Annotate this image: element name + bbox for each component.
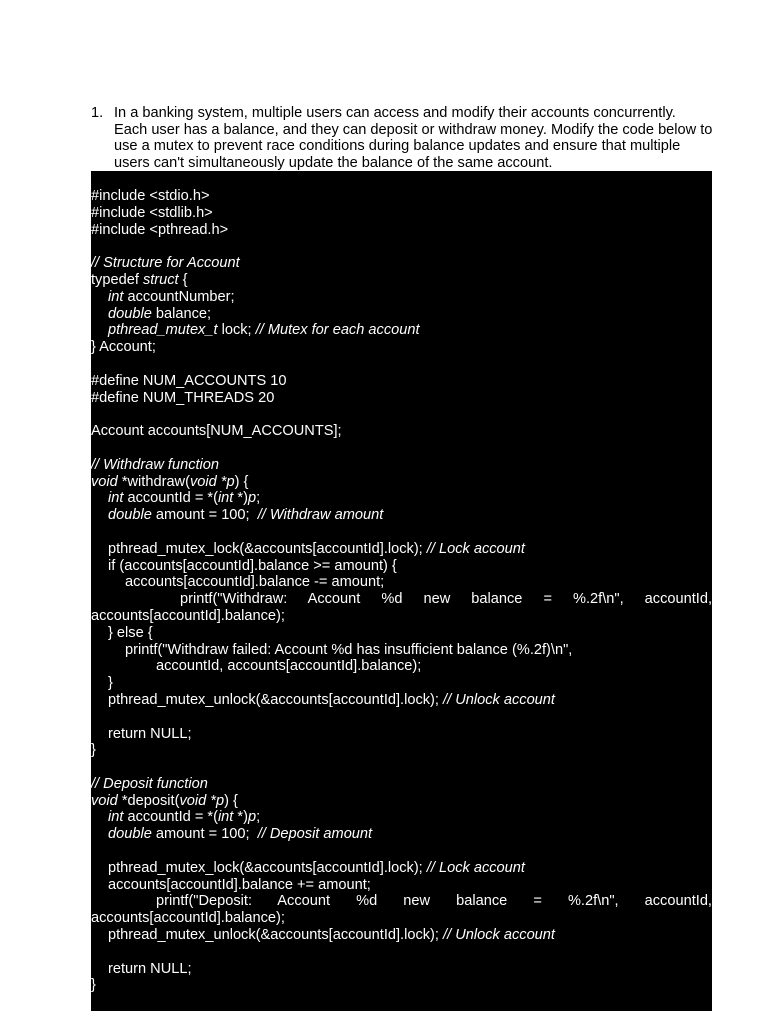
code-line: #include <pthread.h> <box>91 221 229 238</box>
code-block <box>91 171 712 1011</box>
code-line: printf("Deposit: Account %d new balance = %.2f\n", accountId, <box>156 893 712 910</box>
blank-line <box>91 944 712 961</box>
code-line: accountId, accounts[accountId].balance); <box>156 658 422 675</box>
code-comment: // Structure for Account <box>91 255 240 272</box>
code-line: Account accounts[NUM_ACCOUNTS]; <box>91 423 342 440</box>
question-number: 1. <box>91 105 104 121</box>
code-line: if (accounts[accountId].balance >= amount) { <box>108 557 397 574</box>
blank-line <box>91 759 712 776</box>
code-line: double amount = 100; // Deposit amount <box>108 826 373 843</box>
code-line: #define NUM_ACCOUNTS 10 <box>91 372 287 389</box>
code-comment: // Withdraw function <box>91 456 220 473</box>
code-line: double amount = 100; // Withdraw amount <box>108 507 384 524</box>
code-comment: // Deposit function <box>91 775 208 792</box>
code-line: return NULL; <box>108 960 192 977</box>
code-line: } <box>91 977 96 994</box>
code-line: void *deposit(void *p) { <box>91 792 238 809</box>
code-line: #include <stdlib.h> <box>91 204 213 221</box>
blank-line <box>91 524 712 541</box>
code-line: #include <stdio.h> <box>91 188 210 204</box>
code-line: int accountNumber; <box>108 288 235 305</box>
code-line: pthread_mutex_unlock(&accounts[accountId].lock); // Unlock account <box>108 691 555 708</box>
code-line: double balance; <box>108 305 212 322</box>
code-line: typedef struct { <box>91 271 188 288</box>
code-line: pthread_mutex_t lock; // Mutex for each account <box>108 322 420 339</box>
blank-line <box>91 709 712 726</box>
code-line: int accountId = *(int *)p; <box>108 490 261 507</box>
code-line: pthread_mutex_lock(&accounts[accountId].lock); // Lock account <box>108 540 525 557</box>
code-line: accounts[accountId].balance); <box>91 607 285 624</box>
question-item <box>91 105 713 172</box>
code-line: } else { <box>108 624 153 641</box>
code-line: accounts[accountId].balance); <box>91 910 285 927</box>
code-line: void *withdraw(void *p) { <box>91 473 249 490</box>
question-text: In a banking system, multiple users can access and modify their accounts concurrently. Each user has a balance, and they can deposit or withdraw money. Modify the code below to use a mutex to prevent race conditions during balance updates and ensure that multiple users can't simultaneously update the balance of the same account. <box>114 105 713 172</box>
blank-line <box>91 406 712 423</box>
code-line: printf("Withdraw failed: Account %d has insufficient balance (%.2f)\n", <box>125 641 573 658</box>
blank-line <box>91 238 712 255</box>
blank-line <box>91 356 712 373</box>
blank-line <box>91 843 712 860</box>
code-line: accounts[accountId].balance -= amount; <box>125 574 385 591</box>
code-line: pthread_mutex_unlock(&accounts[accountId].lock); // Unlock account <box>108 927 555 944</box>
code-line: pthread_mutex_lock(&accounts[accountId].lock); // Lock account <box>108 859 525 876</box>
code-line: #define NUM_THREADS 20 <box>91 389 275 406</box>
code-line: accounts[accountId].balance += amount; <box>108 876 371 893</box>
code-line: printf("Withdraw: Account %d new balance = %.2f\n", accountId, <box>180 591 712 608</box>
code-line: int accountId = *(int *)p; <box>108 809 261 826</box>
code-line: } <box>108 675 113 692</box>
code-line: return NULL; <box>108 725 192 742</box>
code-line: } Account; <box>91 339 156 356</box>
blank-line <box>91 440 712 457</box>
code-line: } <box>91 742 96 759</box>
